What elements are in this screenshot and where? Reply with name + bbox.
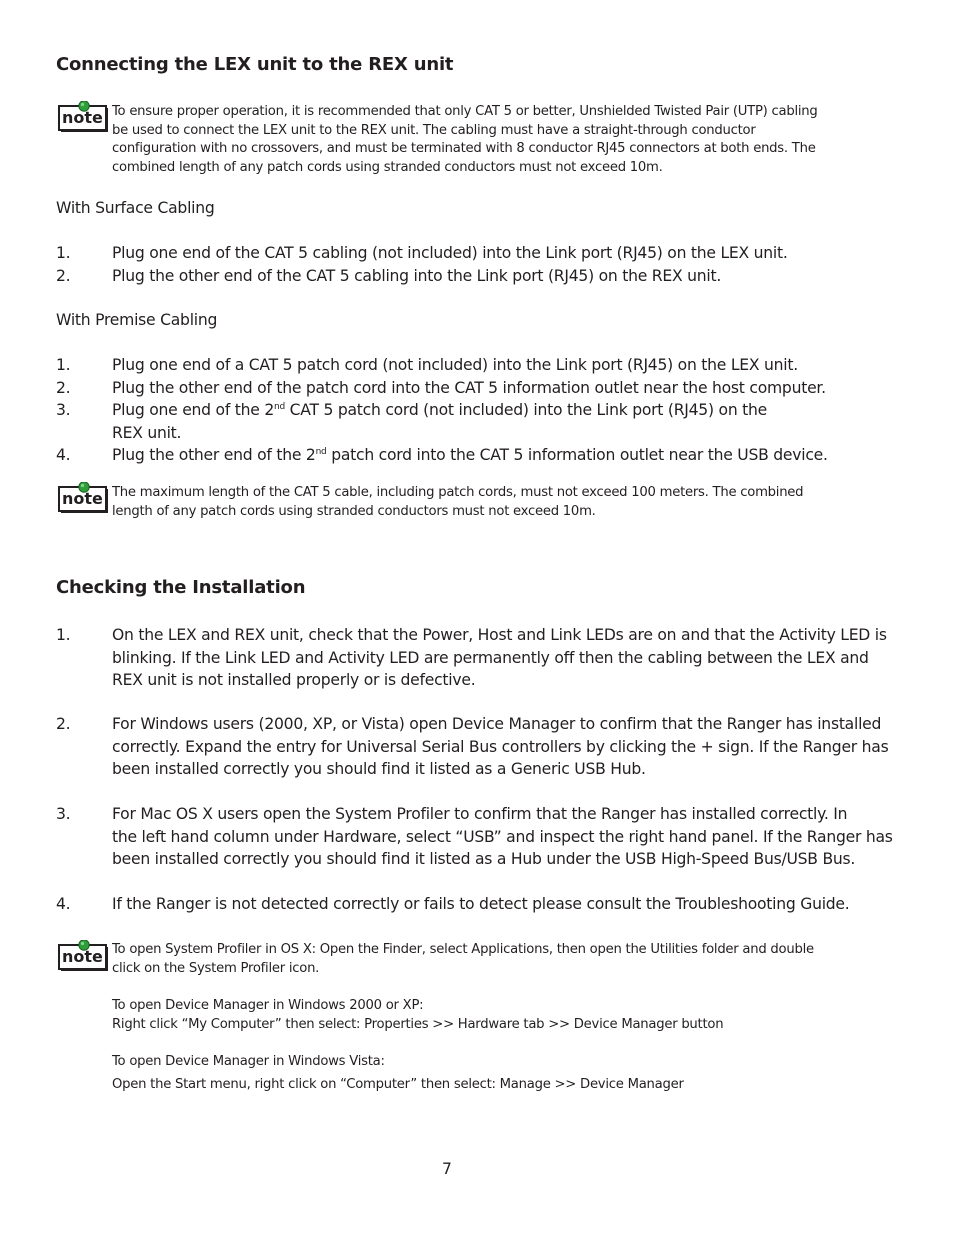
note-text-max-length <box>112 484 803 521</box>
note-line: combined length of any patch cords using stranded conductors must not exceed 10m. <box>112 160 663 176</box>
list-item: Plug one end of a CAT 5 patch cord (not included) into the Link port (RJ45) on the LEX unit. <box>112 356 798 374</box>
ordinal-suffix: nd <box>315 446 327 457</box>
note-line: Open the Start menu, right click on “Computer” then select: Manage >> Device Manager <box>112 1076 684 1092</box>
list-item: Plug the other end of the patch cord into the CAT 5 information outlet near the host computer. <box>112 378 826 397</box>
page-number: 7 <box>442 1160 452 1178</box>
list-item: For Windows users (2000, XP, or Vista) open Device Manager to confirm that the Ranger has installed <box>112 715 882 733</box>
note-icon-label: note <box>62 489 103 508</box>
note-icon <box>58 940 110 972</box>
list-item: For Mac OS X users open the System Profiler to confirm that the Ranger has installed correctly. In <box>112 805 848 823</box>
list-number: 1. <box>56 356 71 374</box>
list-item-continuation: REX unit. <box>112 423 182 442</box>
list-number: 3. <box>56 401 71 419</box>
checking-steps-list <box>0 624 954 924</box>
note-line: Right click “My Computer” then select: Properties >> Hardware tab >> Device Manager button <box>112 1016 724 1032</box>
list-item: If the Ranger is not detected correctly or fails to detect please consult the Troubleshooting Guide. <box>112 895 850 913</box>
premise-steps-list <box>0 354 954 469</box>
list-number: 4. <box>56 446 71 464</box>
list-number: 2. <box>56 715 71 733</box>
note-line: length of any patch cords using stranded conductors must not exceed 10m. <box>112 503 596 519</box>
note-line: To ensure proper operation, it is recommended that only CAT 5 or better, Unshielded Twisted Pair (UTP) cabling <box>112 104 818 119</box>
surface-steps-list <box>0 242 954 288</box>
ordinal-suffix: nd <box>274 401 285 412</box>
list-number: 2. <box>56 266 71 285</box>
list-item-continuation: correctly. Expand the entry for Universal Serial Bus controllers by clicking the + sign. If the Ranger has <box>112 737 889 756</box>
list-number: 1. <box>56 626 71 644</box>
note-line: To open Device Manager in Windows 2000 or XP: <box>112 998 424 1013</box>
note-text-device-manager-vista <box>112 1053 684 1094</box>
list-item-text: Plug one end of the 2 <box>112 401 274 419</box>
list-item-continuation: been installed correctly you should find it listed as a Generic USB Hub. <box>112 760 646 778</box>
section-heading-checking: Checking the Installation <box>56 577 306 598</box>
note-icon <box>58 101 110 133</box>
note-line: configuration with no crossovers, and must be terminated with 8 conductor RJ45 connectors at both ends. The <box>112 141 816 157</box>
list-number: 4. <box>56 895 71 913</box>
list-number: 2. <box>56 378 71 397</box>
list-number: 3. <box>56 805 71 823</box>
list-item-text: CAT 5 patch cord (not included) into the Link port (RJ45) on the <box>284 401 767 419</box>
note-text-device-manager-xp <box>112 997 723 1034</box>
note-line: To open System Profiler in OS X: Open the Finder, select Applications, then open the Utilities folder and double <box>112 942 814 957</box>
list-item-text: patch cord into the CAT 5 information outlet near the USB device. <box>326 446 828 464</box>
section-heading-connecting: Connecting the LEX unit to the REX unit <box>56 54 454 75</box>
note-text-system-profiler <box>112 941 814 978</box>
list-item: Plug one end of the CAT 5 cabling (not included) into the Link port (RJ45) on the LEX unit. <box>112 244 788 262</box>
list-item-continuation: blinking. If the Link LED and Activity LED are permanently off then the cabling between the LEX and <box>112 648 869 667</box>
note-text-cabling <box>112 103 818 178</box>
note-line: click on the System Profiler icon. <box>112 960 320 976</box>
list-item <box>112 399 767 422</box>
list-item: Plug the other end of the CAT 5 cabling into the Link port (RJ45) on the REX unit. <box>112 266 722 285</box>
list-item-continuation: REX unit is not installed properly or is defective. <box>112 671 476 689</box>
note-line: be used to connect the LEX unit to the REX unit. The cabling must have a straight-through conductor <box>112 122 756 138</box>
note-line: The maximum length of the CAT 5 cable, including patch cords, must not exceed 100 meters. The combined <box>112 485 804 500</box>
subheading-premise: With Premise Cabling <box>56 311 218 329</box>
note-line: To open Device Manager in Windows Vista: <box>112 1054 385 1069</box>
list-item-continuation: been installed correctly you should find it listed as a Hub under the USB High-Speed Bus/USB Bus. <box>112 850 856 868</box>
list-item: On the LEX and REX unit, check that the Power, Host and Link LEDs are on and that the Activity LED is <box>112 626 887 644</box>
note-icon-label: note <box>62 947 103 966</box>
list-item-text: Plug the other end of the 2 <box>112 446 316 464</box>
subheading-surface: With Surface Cabling <box>56 199 215 217</box>
note-icon <box>58 482 110 514</box>
list-number: 1. <box>56 244 71 262</box>
list-item <box>112 444 828 467</box>
list-item-continuation: the left hand column under Hardware, select “USB” and inspect the right hand panel. If the Ranger has <box>112 827 893 846</box>
note-icon-label: note <box>62 108 103 127</box>
